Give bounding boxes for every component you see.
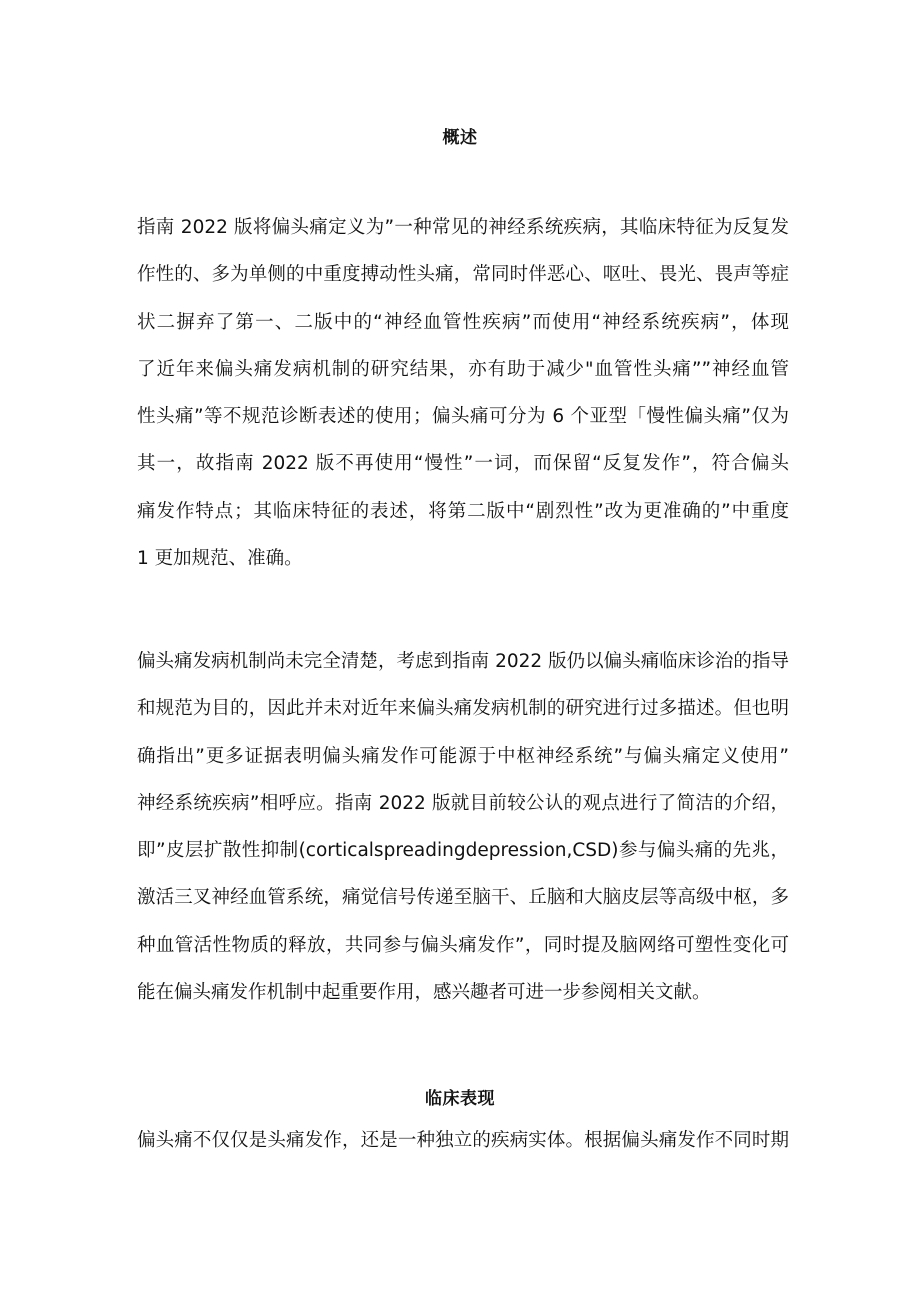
paragraph-definition bbox=[137, 204, 789, 582]
text-line: 偏头痛不仅仅是头痛发作，还是一种独立的疾病实体。根据偏头痛发作不同时期 bbox=[137, 1130, 789, 1151]
text-line: 指南 2022 版将偏头痛定义为”一种常见的神经系统疾病，其临床特征为反复发 bbox=[137, 217, 789, 238]
section-title-clinical: 临床表现 bbox=[425, 1089, 495, 1109]
text-line: 状二摒弃了第一、二版中的“神经血管性疾病”而使用“神经系统疾病”，体现 bbox=[137, 311, 789, 333]
text-line: 性头痛”等不规范诊断表述的使用；偏头痛可分为 6 个亚型「慢性偏头痛”仅为 bbox=[137, 406, 789, 428]
text-line: 确指出”更多证据表明偏头痛发作可能源于中枢神经系统”与偏头痛定义使用” bbox=[137, 745, 789, 767]
text-line: 痛发作特点；其临床特征的表述，将第二版中“剧烈性”改为更准确的”中重度 bbox=[137, 500, 789, 522]
text-line: 和规范为目的，因此并未对近年来偏头痛发病机制的研究进行过多描述。但也明 bbox=[137, 698, 789, 720]
text-line: 种血管活性物质的释放，共同参与偏头痛发作”，同时提及脑网络可塑性变化可 bbox=[137, 934, 789, 956]
text-line: 其一，故指南 2022 版不再使用“慢性”一词，而保留“反复发作”，符合偏头 bbox=[137, 453, 789, 475]
text-line: 偏头痛发病机制尚未完全清楚，考虑到指南 2022 版仍以偏头痛临床诊治的指导 bbox=[137, 651, 789, 672]
text-line: 了近年来偏头痛发病机制的研究结果，亦有助于减少"血管性头痛””神经血管 bbox=[137, 358, 789, 380]
text-line: 激活三叉神经血管系统，痛觉信号传递至脑干、丘脑和大脑皮层等高级中枢，多 bbox=[137, 887, 789, 909]
text-line: 作性的、多为单侧的中重度搏动性头痛，常同时伴恶心、呕吐、畏光、畏声等症 bbox=[137, 264, 789, 286]
paragraph-pathogenesis bbox=[137, 638, 789, 1016]
text-line: 1 更加规范、准确。 bbox=[137, 548, 303, 570]
text-line: 神经系统疾病”相呼应。指南 2022 版就目前较公认的观点进行了简洁的介绍， bbox=[137, 792, 789, 814]
text-line: 即”皮层扩散性抑制(corticalspreadingdepression,CSD)参与偏头痛的先兆， bbox=[137, 840, 789, 862]
text-line: 能在偏头痛发作机制中起重要作用，感兴趣者可进一步参阅相关文献。 bbox=[137, 982, 711, 1004]
section-title-overview: 概述 bbox=[442, 128, 478, 148]
paragraph-clinical bbox=[137, 1117, 789, 1164]
